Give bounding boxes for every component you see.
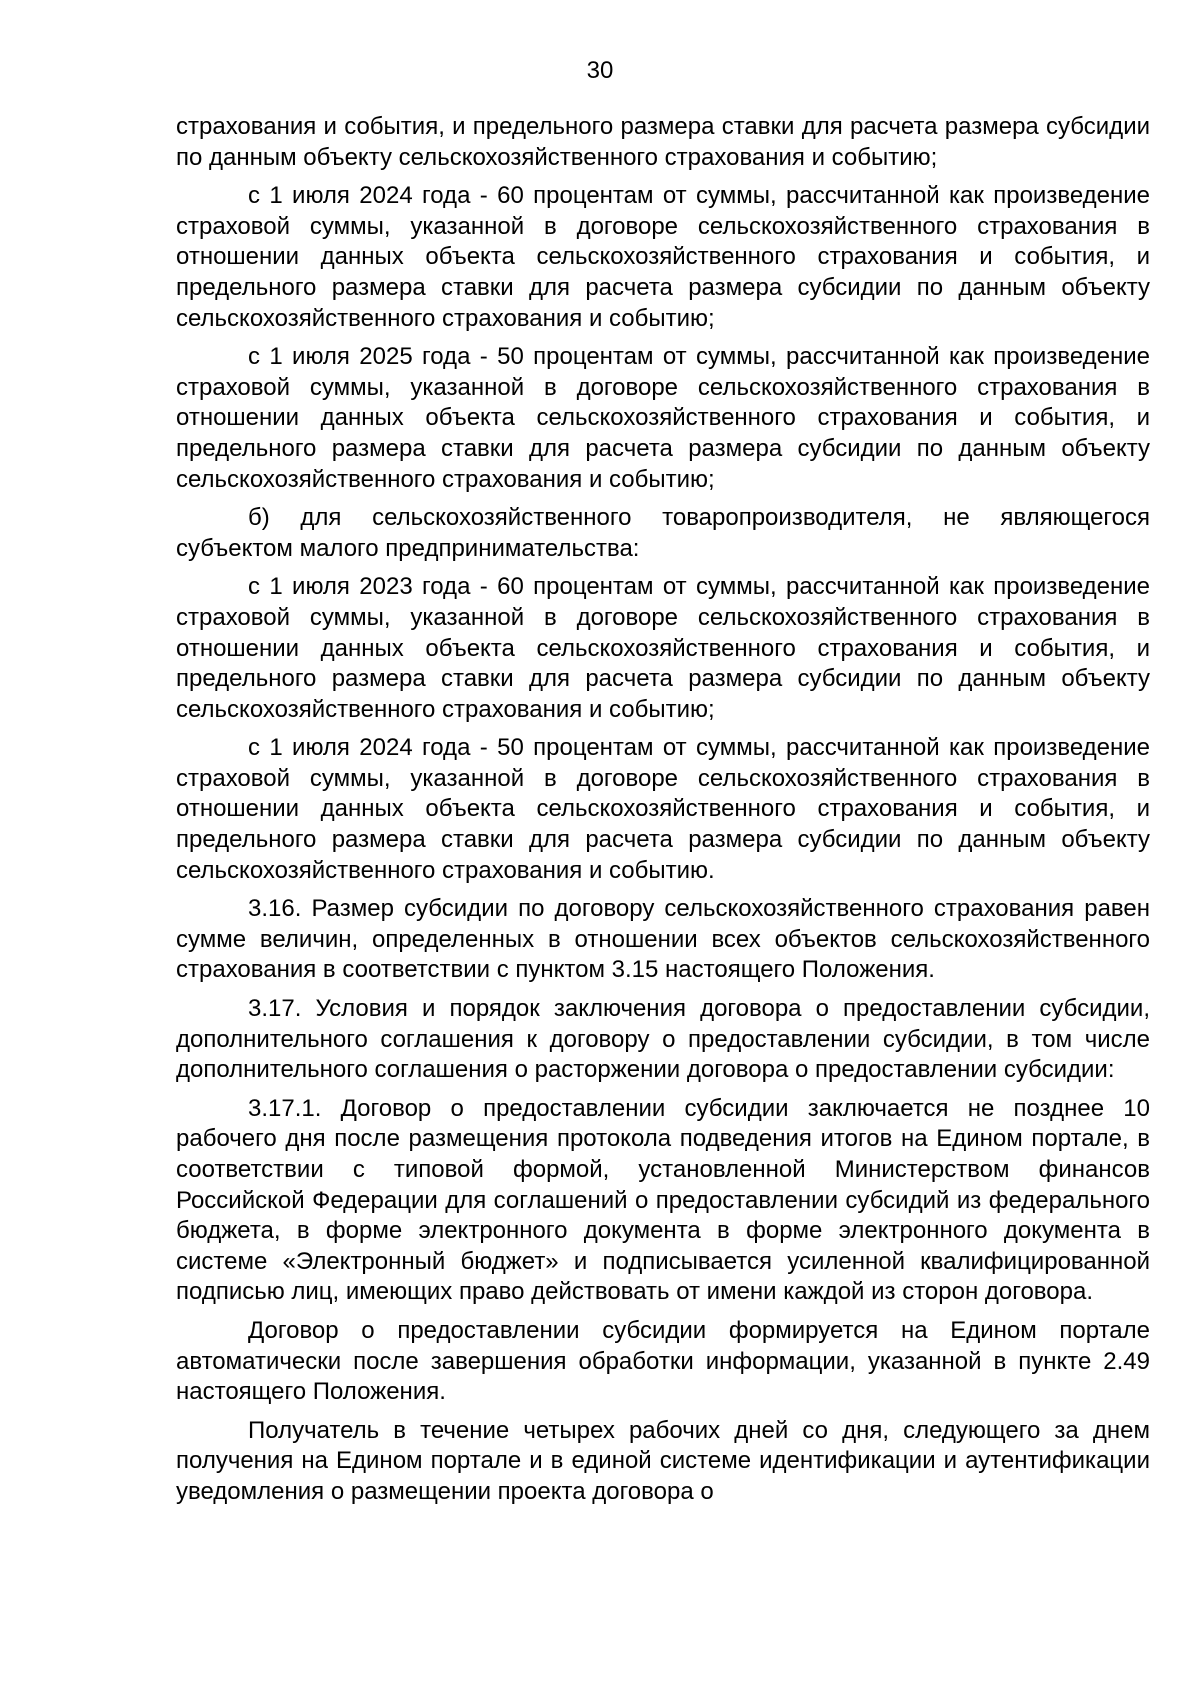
paragraph-contract-formation: Договор о предоставлении субсидии формируется на Едином портале автоматически после завершения обработки информации, указанной в пункте 2.49 настоящего Положения. [176,1316,1150,1406]
page-number: 30 [586,57,614,84]
paragraph-2024-small: с 1 июля 2024 года - 60 процентам от суммы, рассчитанной как произведение страховой суммы, указанной в договоре сельскохозяйственного страхования в отношении данных объекта сельскохозяйственного страхования и события, и предельного размера ставки для расчета размера субсидии по данным объекту сельскохозяйственного страхования и событию; [176,182,1150,332]
paragraph-subitem-b: б) для сельскохозяйственного товаропроизводителя, не являющегося субъектом малого предпринимательства: [176,504,1150,562]
paragraph-recipient: Получатель в течение четырех рабочих дней со дня, следующего за днем получения на Едином портале и в единой системе идентификации и аутентификации уведомления о размещении проекта договора о [176,1416,1150,1505]
document-body [176,112,1150,1516]
paragraph-3-17: 3.17. Условия и порядок заключения договора о предоставлении субсидии, дополнительного соглашения к договору о предоставлении субсидии, в том числе дополнительного соглашения о расторжении договора о предоставлении субсидии: [176,995,1150,1084]
paragraph-3-17-1: 3.17.1. Договор о предоставлении субсидии заключается не позднее 10 рабочего дня после размещения протокола подведения итогов на Едином портале, в соответствии с типовой формой, установленной Министерством финансов Российской Федерации для соглашений о предоставлении субсидий из федерального бюджета, в форме электронного документа в форме электронного документа в системе «Электронный бюджет» и подписывается усиленной квалифицированной подписью лиц, имеющих право действовать от имени каждой из сторон договора. [176,1094,1150,1306]
paragraph-3-16: 3.16. Размер субсидии по договору сельскохозяйственного страхования равен сумме величин, определенных в отношении всех объектов сельскохозяйственного страхования в соответствии с пунктом 3.15 настоящего Положения. [176,895,1150,984]
paragraph-2024-large: с 1 июля 2024 года - 50 процентам от суммы, рассчитанной как произведение страховой суммы, указанной в договоре сельскохозяйственного страхования в отношении данных объекта сельскохозяйственного страхования и события, и предельного размера ставки для расчета размера субсидии по данным объекту сельскохозяйственного страхования и событию. [176,734,1150,884]
paragraph-2025-small: с 1 июля 2025 года - 50 процентам от суммы, рассчитанной как произведение страховой суммы, указанной в договоре сельскохозяйственного страхования в отношении данных объекта сельскохозяйственного страхования и события, и предельного размера ставки для расчета размера субсидии по данным объекту сельскохозяйственного страхования и событию; [176,343,1150,493]
paragraph-continuation: страхования и события, и предельного размера ставки для расчета размера субсидии по данным объекту сельскохозяйственного страхования и событию; [176,113,1150,171]
paragraph-2023-large: с 1 июля 2023 года - 60 процентам от суммы, рассчитанной как произведение страховой суммы, указанной в договоре сельскохозяйственного страхования в отношении данных объекта сельскохозяйственного страхования и события, и предельного размера ставки для расчета размера субсидии по данным объекту сельскохозяйственного страхования и событию; [176,573,1150,723]
